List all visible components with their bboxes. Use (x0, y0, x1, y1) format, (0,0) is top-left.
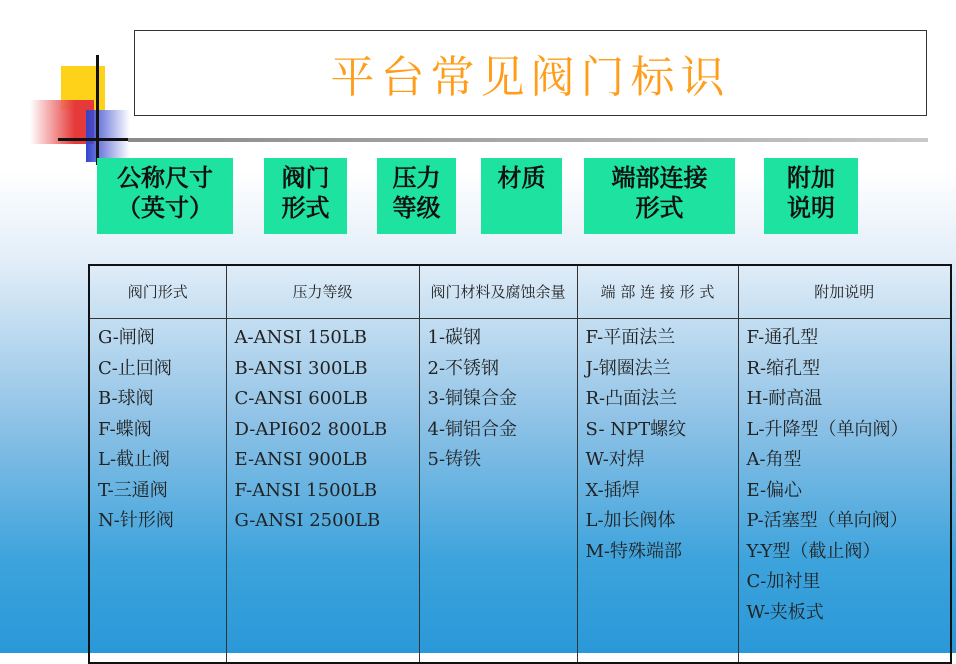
tag-line: 形式 (281, 194, 330, 222)
table-cell: L-加长阀体 (585, 510, 676, 531)
material-column (419, 319, 577, 663)
valve-code-table (88, 264, 952, 664)
tag-line: 形式 (635, 194, 684, 222)
table-cell: Y-Y型（截止阀） (746, 540, 881, 562)
table-cell: A-ANSI 150LB (234, 327, 368, 348)
table-cell: P-活塞型（单向阀） (746, 510, 908, 531)
tag-line: 材质 (497, 164, 546, 192)
table-cell: H-耐高温 (746, 388, 823, 409)
table-cell: B-ANSI 300LB (234, 357, 368, 379)
table-cell: L-截止阀 (98, 449, 171, 470)
table-cell: X-插焊 (585, 479, 640, 501)
table-cell: S- NPT螺纹 (585, 418, 687, 440)
table-cell: 3-铜镍合金 (427, 388, 518, 409)
table-cell: J-钢圈法兰 (585, 357, 671, 379)
tag-line: 阀门 (281, 164, 330, 192)
table-cell: L-升降型（单向阀） (746, 418, 909, 440)
table-cell: 1-碳钢 (427, 327, 482, 348)
table-cell: B-球阀 (98, 388, 154, 409)
tag-line: 压力 (392, 164, 441, 192)
table-header-row (90, 266, 950, 319)
table-cell: T-三通阀 (98, 479, 168, 501)
table-cell: 4-铜铝合金 (427, 418, 518, 440)
table-cell: R-凸面法兰 (585, 388, 678, 409)
tag-line: 公称尺寸 (117, 164, 213, 192)
table-body-row (90, 319, 950, 663)
tag-line: 等级 (392, 194, 441, 222)
title-box (134, 30, 927, 116)
table-cell: 5-铸铁 (427, 449, 482, 470)
column-header: 阀门形式 (90, 266, 226, 319)
table-cell: D-API602 800LB (234, 418, 388, 440)
table-cell: C-止回阀 (98, 357, 172, 379)
vertical-rule (96, 55, 99, 165)
table-cell: G-闸阀 (98, 327, 155, 348)
table-cell: C-加衬里 (746, 571, 821, 592)
table-cell: A-角型 (746, 449, 802, 470)
table-cell: E-ANSI 900LB (234, 449, 368, 470)
valve-type-column (90, 319, 226, 663)
pressure-class-column (226, 319, 419, 663)
table-cell: G-ANSI 2500LB (234, 510, 381, 531)
tag-material (481, 158, 562, 234)
blue-square-decoration (86, 110, 130, 162)
table-cell: F-蝶阀 (98, 418, 152, 440)
column-header: 附加说明 (738, 266, 950, 319)
table-cell: F-通孔型 (746, 327, 819, 348)
tag-line: （英寸） (117, 194, 213, 222)
table-cell: C-ANSI 600LB (234, 388, 368, 409)
table-cell: F-平面法兰 (585, 327, 676, 348)
page-title: 平台常见阀门标识 (330, 52, 731, 103)
horizontal-rule-left (58, 138, 128, 141)
tag-nominal-size (97, 158, 233, 234)
table-cell: F-ANSI 1500LB (234, 479, 378, 501)
tag-end-connection (584, 158, 735, 234)
column-header: 阀门材料及腐蚀余量 (419, 266, 577, 319)
additional-notes-column (738, 319, 950, 663)
tag-line: 说明 (787, 194, 835, 222)
table-cell: W-夹板式 (746, 601, 824, 623)
column-header: 压力等级 (226, 266, 419, 319)
column-header: 端 部 连 接 形 式 (577, 266, 738, 319)
tag-pressure-class (377, 158, 456, 234)
table-cell: W-对焊 (585, 449, 645, 470)
table-cell: 2-不锈钢 (427, 357, 500, 379)
table-cell: M-特殊端部 (585, 540, 683, 562)
tag-line: 附加 (787, 164, 835, 192)
tag-additional-notes (764, 158, 858, 234)
horizontal-rule-grey (128, 138, 928, 142)
table-cell: N-针形阀 (98, 510, 174, 531)
end-connection-column (577, 319, 738, 663)
table-cell: R-缩孔型 (746, 357, 821, 379)
tag-valve-type (264, 158, 347, 234)
tag-line: 端部连接 (611, 164, 708, 192)
table-cell: E-偏心 (746, 479, 803, 501)
